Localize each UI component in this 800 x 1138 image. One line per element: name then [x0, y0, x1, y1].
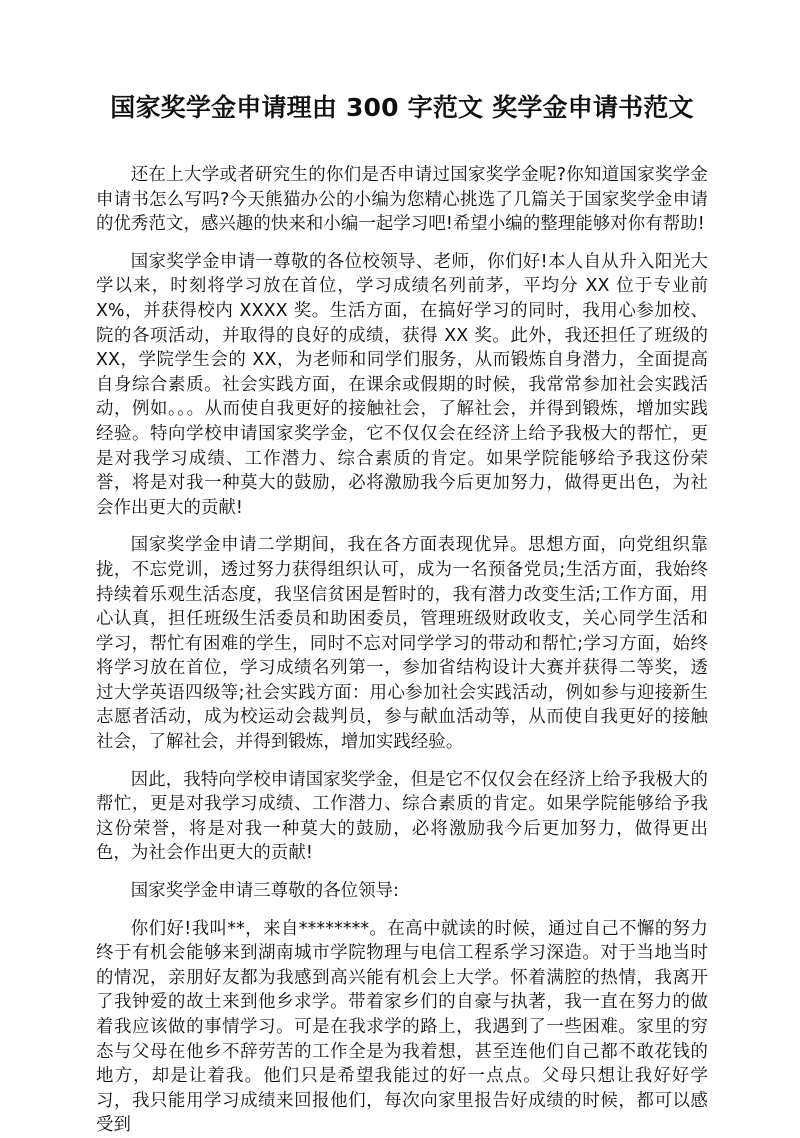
intro-paragraph: 还在上大学或者研究生的你们是否申请过国家奖学金呢?你知道国家奖学金申请书怎么写吗?今天熊猫办公的小编为您精心挑选了几篇关于国家奖学金申请的优秀范文，感兴趣的快来和小编一起学习吧!希望小编的整理能够对你有帮助! [96, 165, 708, 235]
body-paragraph: 国家奖学金申请一尊敬的各位校领导、老师，你们好!本人自从升入阳光大学以来，时刻将学习放在首位，学习成绩名列前茅，平均分 XX 位于专业前 X%，并获得校内 XXXX 奖。生活方面，在搞好学习的同时，我用心参加校、院的各项活动，并取得的良好的成绩，获得 XX 奖。此外，我还担任了班级的 XX，学院学生会的 XX，为老师和同学们服务，从而锻炼自身潜力，全面提高自身综合素质。社会实践方面，在课余或假期的时候，我常常参加社会实践活动，例如。。。从而使自我更好的接触社会，了解社会，并得到锻炼，增加实践经验。特向学校申请国家奖学金，它不仅仅会在经济上给予我极大的帮忙，更是对我学习成绩、工作潜力、综合素质的肯定。如果学院能够给予我这份荣誉，将是对我一种莫大的鼓励，必将激励我今后更加努力，做得更出色，为社会作出更大的贡献! [96, 251, 708, 518]
document-title: 国家奖学金申请理由 300 字范文 奖学金申请书范文 [110, 93, 694, 122]
body-paragraph: 因此，我特向学校申请国家奖学金，但是它不仅仅会在经济上给予我极大的帮忙，更是对我学习成绩、工作潜力、综合素质的肯定。如果学院能够给予我这份荣誉，将是对我一种莫大的鼓励，必将激励我今后更加努力，做得更出色，为社会作出更大的贡献! [96, 769, 708, 864]
body-paragraph: 国家奖学金申请二学期间，我在各方面表现优异。思想方面，向党组织靠拢，不忘党训，透过努力获得组织认可，成为一名预备党员;生活方面，我始终持续着乐观生活态度，我坚信贫困是暂时的，我有潜力改变生活;工作方面，用心认真，担任班级生活委员和助困委员，管理班级财政收支，关心同学生活和学习，帮忙有困难的学生，同时不忘对同学学习的带动和帮忙;学习方面，始终将学习放在首位，学习成绩名列第一，参加省结构设计大赛并获得二等奖，透过大学英语四级等;社会实践方面：用心参加社会实践活动，例如参与迎接新生志愿者活动，成为校运动会裁判员，参与献血活动等，从而使自我更好的接触社会，了解社会，并得到锻炼，增加实践经验。 [96, 535, 708, 753]
body-paragraph: 你们好!我叫**，来自********。在高中就读的时候，通过自己不懈的努力终于有机会能够来到湖南城市学院物理与电信工程系学习深造。对于当地当时的情况，亲朋好友都为我感到高兴能有机会上大学。怀着满腔的热情，我离开了我钟爱的故土来到他乡求学。带着家乡们的自豪与执著，我一直在努力的做着我应该做的事情学习。可是在我求学的路上，我遇到了一些困难。家里的穷态与父母在他乡不辞劳苦的工作全是为我着想，甚至连他们自己都不敢花钱的地方，却是让着我。他们只是希望我能过的好一点点。父母只想让我好好学习，我只能用学习成绩来回报他们，每次向家里报告好成绩的时候，都可以感受到 [96, 918, 708, 1136]
body-paragraph: 国家奖学金申请三尊敬的各位领导: [130, 881, 400, 902]
